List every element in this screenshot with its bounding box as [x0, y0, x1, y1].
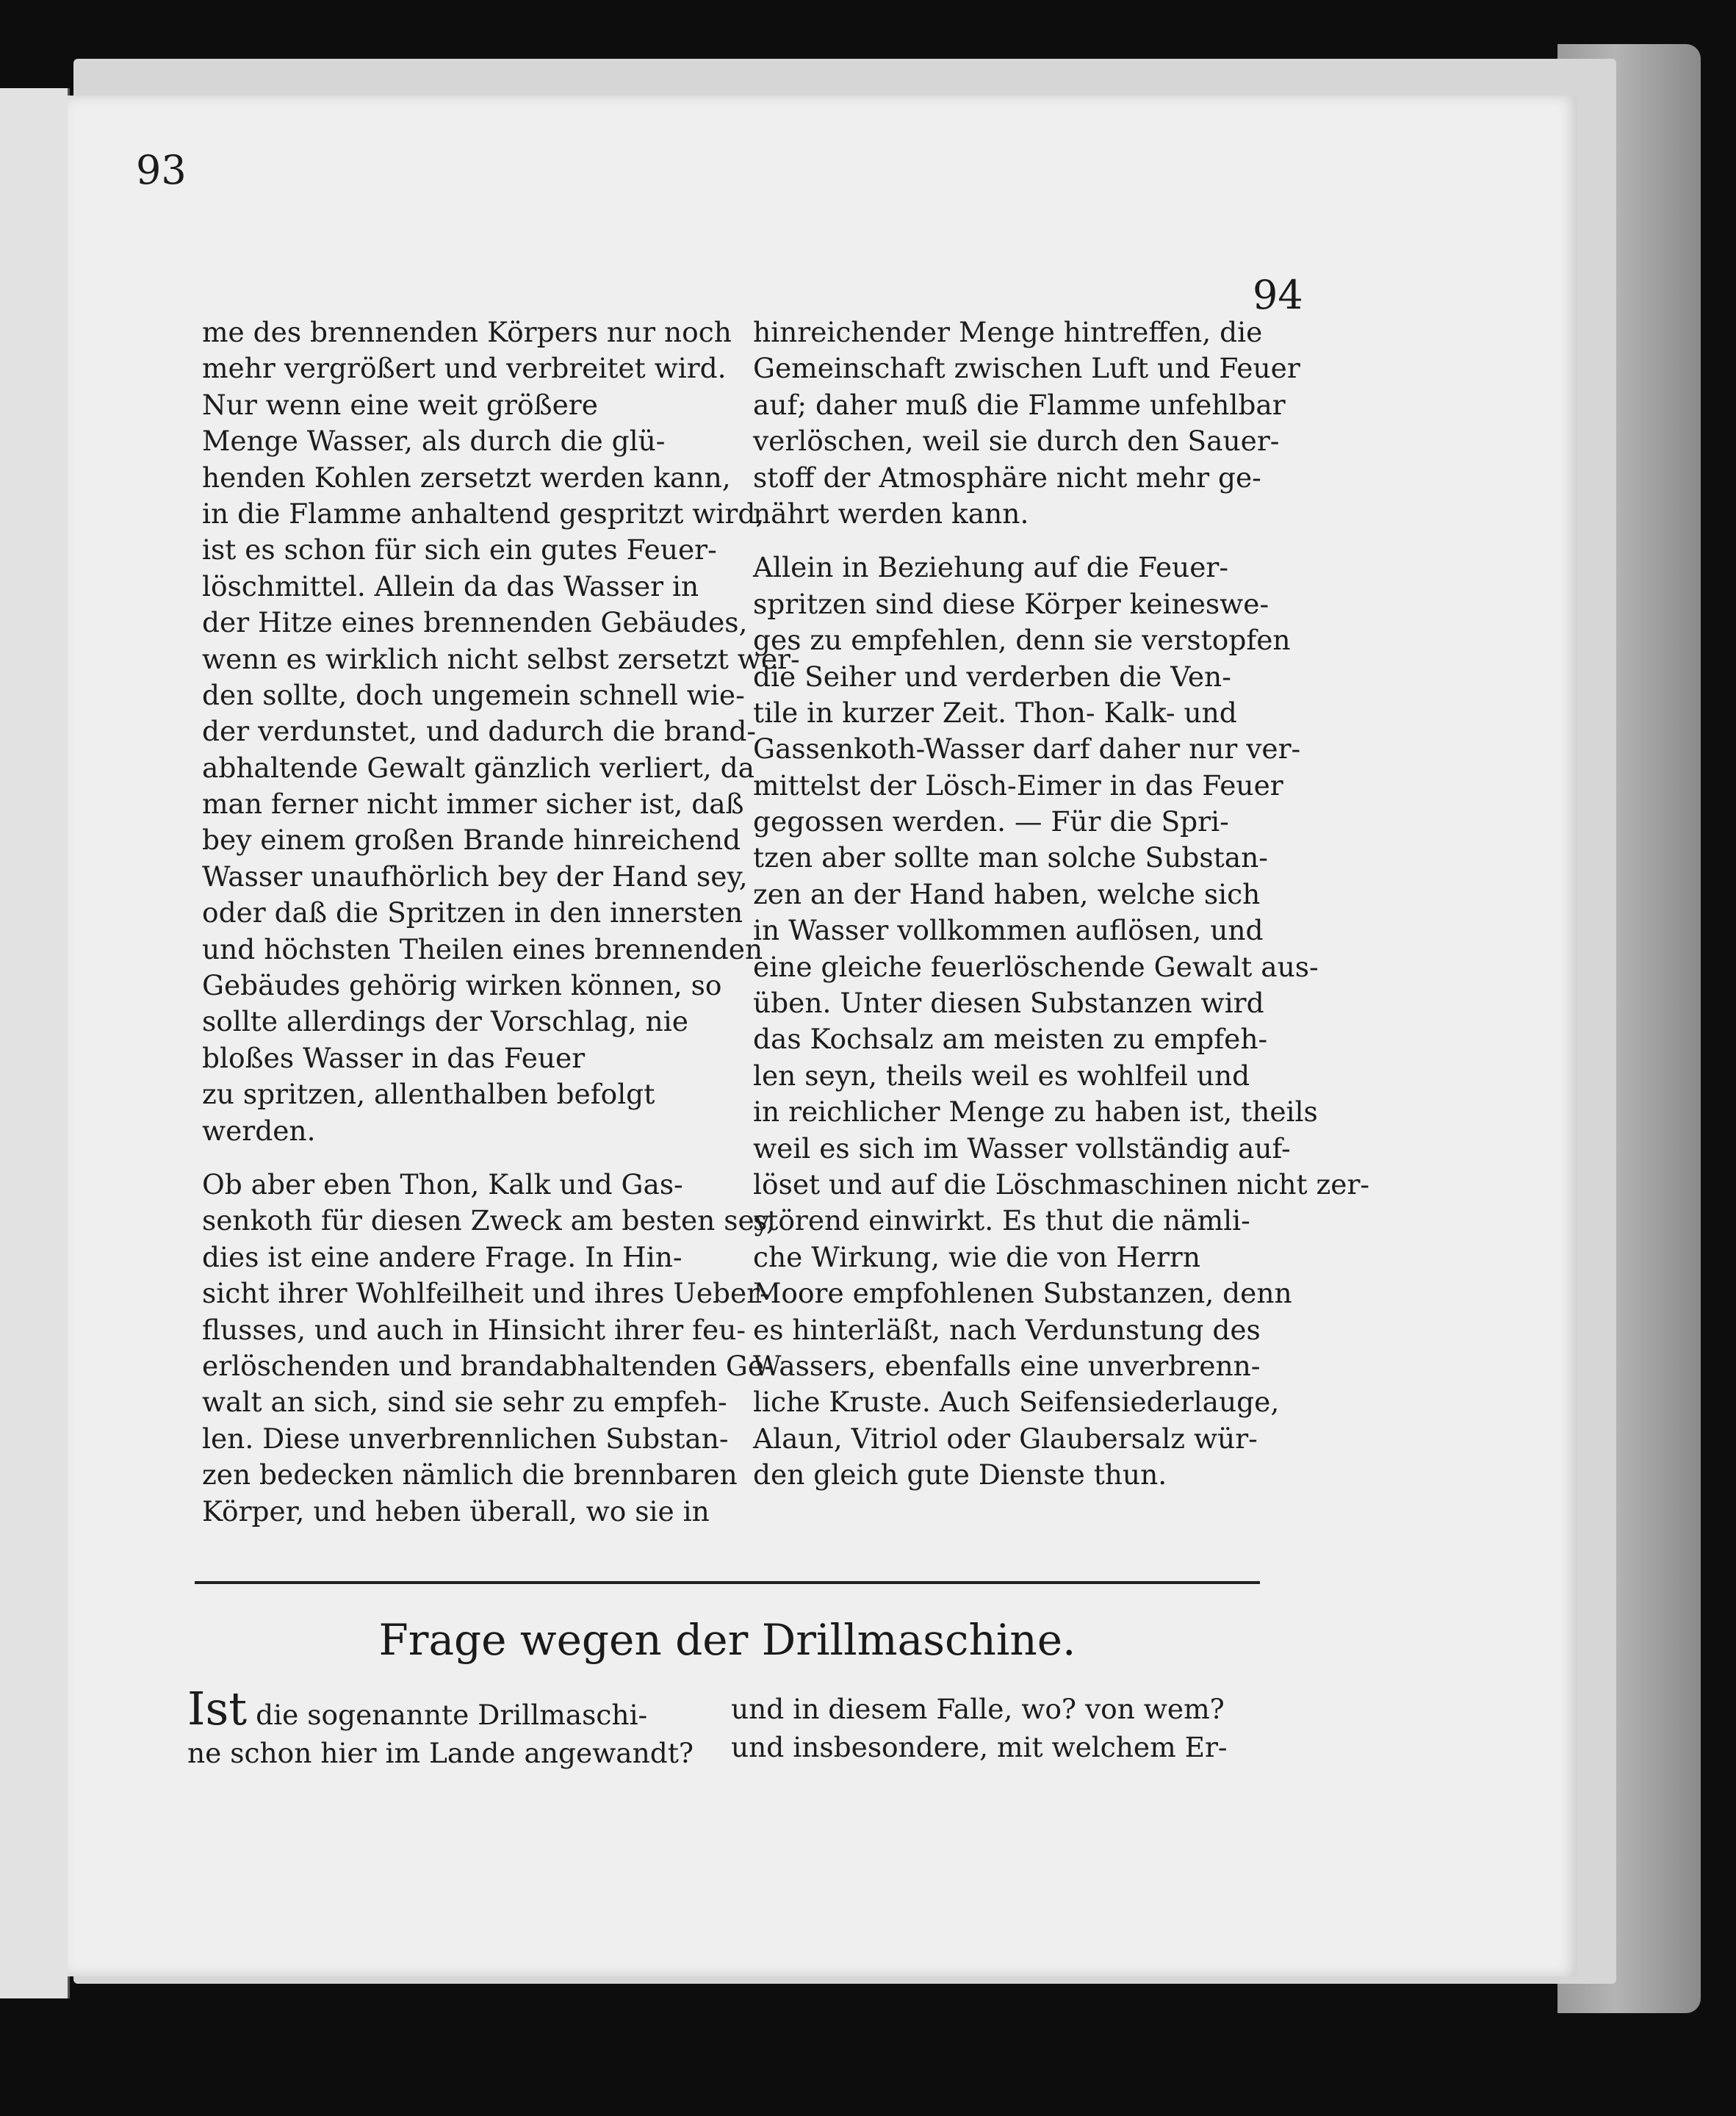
text-line: che Wirkung, wie die von Herrn — [753, 1240, 1200, 1273]
page-number-left: 93 — [136, 147, 187, 193]
text-line: mittelst der Lösch-Eimer in das Feuer — [753, 769, 1283, 802]
text-line: der verdunstet, und dadurch die brand- — [202, 715, 757, 748]
text-line: spritzen sind diese Körper keineswe- — [753, 587, 1269, 620]
text-line: ist es schon für sich ein gutes Feuer- — [202, 533, 717, 566]
text-line: senkoth für diesen Zweck am besten sey, — [202, 1204, 775, 1237]
text-line: der Hitze eines brennenden Gebäudes, — [202, 606, 748, 639]
text-line: Gassenkoth-Wasser darf daher nur ver- — [753, 733, 1301, 766]
right-column — [753, 314, 1370, 1494]
text-line: zen bedecken nämlich die brennbaren — [202, 1458, 738, 1491]
text-line: und höchsten Theilen eines brennenden — [202, 932, 763, 965]
text-line-content: die sogenannte Drillmaschi- — [256, 1699, 648, 1731]
text-line: Wasser unaufhörlich bey der Hand sey, — [202, 860, 748, 893]
text-line: gegossen werden. — Für die Spri- — [753, 805, 1229, 838]
text-line: henden Kohlen zersetzt werden kann, — [202, 461, 731, 494]
text-line: löschmittel. Allein da das Wasser in — [202, 569, 699, 602]
text-line: die Seiher und verderben die Ven- — [753, 660, 1231, 693]
text-line: in reichlicher Menge zu haben ist, theils — [753, 1095, 1318, 1129]
text-line: len seyn, theils weil es wohlfeil und — [753, 1059, 1250, 1092]
text-line: ges zu empfehlen, denn sie verstopfen — [753, 624, 1291, 657]
paragraph-gap — [202, 1149, 731, 1167]
text-line: me des brennenden Körpers nur noch — [202, 316, 732, 348]
text-line: Allein in Beziehung auf die Feuer- — [753, 551, 1228, 584]
text-line: löset und auf die Löschmaschinen nicht zer- — [753, 1167, 1370, 1201]
text-line: dies ist eine andere Frage. In Hin- — [202, 1240, 682, 1273]
initial-word: Ist — [187, 1682, 248, 1735]
text-line: man ferner nicht immer sicher ist, daß — [202, 788, 744, 821]
left-column — [202, 314, 800, 1530]
text-line: wenn es wirklich nicht selbst zersetzt wer- — [202, 642, 800, 675]
text-line: in Wasser vollkommen auflösen, und — [753, 914, 1264, 947]
text-line: es hinterläßt, nach Verdunstung des — [753, 1313, 1261, 1346]
text-line: das Kochsalz am meisten zu empfeh- — [753, 1023, 1268, 1056]
facing-page-edge — [0, 88, 70, 1998]
text-line: mehr vergrößert und verbreitet wird. — [202, 352, 727, 385]
text-line: len. Diese unverbrennlichen Substan- — [202, 1422, 729, 1455]
text-line: bey einem großen Brande hinreichend — [202, 824, 741, 857]
text-line: Gebäudes gehörig wirken können, so — [202, 969, 722, 1002]
text-line: Gemeinschaft zwischen Luft und Feuer — [753, 352, 1300, 385]
text-line: auf; daher muß die Flamme unfehlbar — [753, 388, 1286, 421]
text-line: stoff der Atmosphäre nicht mehr ge- — [753, 461, 1261, 494]
text-line: sicht ihrer Wohlfeilheit und ihres Ueber- — [202, 1277, 769, 1310]
text-line: Alaun, Vitriol oder Glaubersalz wür- — [753, 1422, 1258, 1455]
text-line: den sollte, doch ungemein schnell wie- — [202, 678, 745, 711]
text-line: zu spritzen, allenthalben befolgt — [202, 1078, 655, 1111]
text-line: oder daß die Spritzen in den innersten — [202, 896, 743, 929]
text-line: Moore empfohlenen Substanzen, denn — [753, 1277, 1292, 1310]
text-line: Ob aber eben Thon, Kalk und Gas- — [202, 1167, 683, 1201]
text-line: Wassers, ebenfalls eine unverbrenn- — [753, 1349, 1261, 1382]
text-line: walt an sich, sind sie sehr zu empfeh- — [202, 1386, 727, 1419]
text-line: und in diesem Falle, wo? von wem? — [731, 1693, 1225, 1725]
text-line — [187, 1682, 731, 1735]
text-line: werden. — [202, 1114, 316, 1147]
section-heading: Frage wegen der Drillmaschine. — [378, 1615, 1076, 1665]
text-line: eine gleiche feuerlöschende Gewalt aus- — [753, 950, 1319, 983]
question-text-left — [187, 1682, 731, 1772]
text-line: flusses, und auch in Hinsicht ihrer feu- — [202, 1313, 746, 1346]
text-line: üben. Unter diesen Substanzen wird — [753, 987, 1264, 1020]
page-number-right: 94 — [1253, 272, 1303, 318]
text-line: weil es sich im Wasser vollständig auf- — [753, 1131, 1291, 1165]
text-line: in die Flamme anhaltend gespritzt wird, — [202, 497, 765, 530]
text-line: Menge Wasser, als durch die glü- — [202, 425, 666, 458]
text-line: tile in kurzer Zeit. Thon- Kalk- und — [753, 696, 1237, 729]
text-line: liche Kruste. Auch Seifensiederlauge, — [753, 1386, 1280, 1419]
text-line: tzen aber sollte man solche Substan- — [753, 841, 1268, 874]
section-divider — [195, 1581, 1260, 1584]
text-line: Körper, und heben überall, wo sie in — [202, 1494, 710, 1527]
question-text-right — [731, 1690, 1260, 1766]
text-line: den gleich gute Dienste thun. — [753, 1458, 1167, 1491]
text-line: abhaltende Gewalt gänzlich verliert, da — [202, 751, 754, 784]
text-line: nährt werden kann. — [753, 497, 1029, 530]
text-line: bloßes Wasser in das Feuer — [202, 1041, 586, 1074]
text-line: verlöschen, weil sie durch den Sauer- — [753, 425, 1280, 458]
text-line: erlöschenden und brandabhaltenden Ge- — [202, 1349, 774, 1382]
text-line: ne schon hier im Lande angewandt? — [187, 1737, 694, 1769]
text-line: Nur wenn eine weit größere — [202, 388, 598, 421]
paragraph-gap — [753, 532, 1278, 550]
text-line: störend einwirkt. Es thut die nämli- — [753, 1204, 1250, 1237]
text-line: sollte allerdings der Vorschlag, nie — [202, 1005, 688, 1038]
text-line: hinreichender Menge hintreffen, die — [753, 316, 1263, 348]
text-line: zen an der Hand haben, welche sich — [753, 877, 1261, 910]
text-line: und insbesondere, mit welchem Er- — [731, 1731, 1228, 1763]
